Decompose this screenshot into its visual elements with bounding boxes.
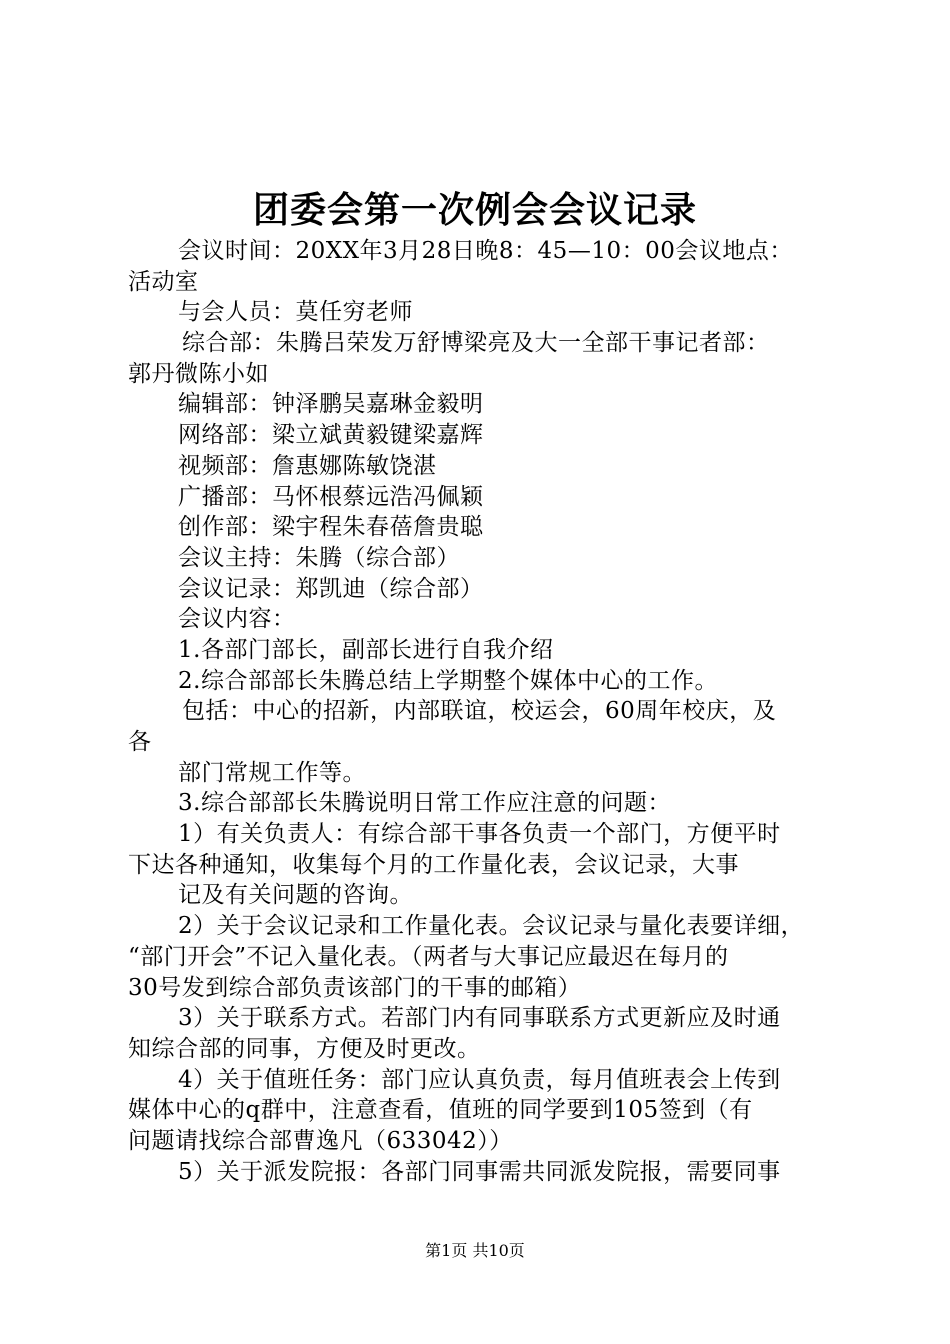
sub-item-2-cont: “部门开会”不记入量化表。（两者与大事记应最迟在每月的 (128, 943, 729, 970)
dept-reporter-line: 郭丹微陈小如 (128, 360, 269, 387)
sub-item-4-end: 问题请找综合部曹逸凡（633042）） (128, 1127, 513, 1154)
sub-item-2-end: 30号发到综合部负责该部门的干事的邮箱） (128, 974, 582, 1001)
sub-item-5: 5）关于派发院报：各部门同事需共同派发院报，需要同事 (178, 1158, 781, 1185)
document-title: 团委会第一次例会会议记录 (252, 189, 697, 231)
dept-broadcast-line: 广播部：马怀根蔡远浩冯佩颖 (178, 483, 484, 510)
content-item-2-detail-cont: 各 (128, 729, 152, 755)
sub-item-3-cont: 知综合部的同事，方便及时更改。 (128, 1035, 481, 1062)
content-item-2-detail-end: 部门常规工作等。 (178, 759, 366, 786)
dept-general-line: 综合部：朱腾吕荣发万舒博梁亮及大一全部干事记者部： (182, 330, 770, 357)
dept-editing-line: 编辑部：钟泽鹏吴嘉琳金毅明 (178, 391, 484, 418)
dept-creative-line: 创作部：梁宇程朱春蓓詹贵聪 (178, 514, 484, 541)
content-item-3: 3.综合部部长朱腾说明日常工作应注意的问题： (178, 790, 671, 817)
content-item-1: 1.各部门部长，副部长进行自我介绍 (178, 636, 554, 663)
meeting-recorder-line: 会议记录：郑凯迪（综合部） (178, 575, 484, 602)
content-item-2-detail: 包括：中心的招新，内部联谊，校运会，60周年校庆，及 (182, 698, 777, 725)
sub-item-1-end: 记及有关问题的咨询。 (178, 882, 413, 909)
meeting-location-line: 活动室 (128, 268, 199, 295)
sub-item-2: 2）关于会议记录和工作量化表。会议记录与量化表要详细， (178, 913, 805, 940)
page-footer: 第1页 共10页 (425, 1241, 525, 1260)
sub-item-1-cont: 下达各种通知，收集每个月的工作量化表，会议记录，大事 (128, 851, 739, 878)
document-body (128, 236, 838, 1187)
meeting-time-line: 会议时间：20XX年3月28日晚8：45—10：00会议地点： (178, 238, 793, 264)
meeting-content-heading: 会议内容： (178, 606, 296, 633)
meeting-host-line: 会议主持：朱腾（综合部） (178, 544, 460, 571)
dept-network-line: 网络部：梁立斌黄毅键梁嘉辉 (178, 422, 484, 449)
attendees-line: 与会人员：莫任穷老师 (178, 299, 413, 326)
content-item-2: 2.综合部部长朱腾总结上学期整个媒体中心的工作。 (178, 667, 718, 694)
dept-video-line: 视频部：詹惠娜陈敏饶湛 (178, 452, 437, 479)
sub-item-4: 4）关于值班任务：部门应认真负责，每月值班表会上传到 (178, 1066, 781, 1093)
sub-item-3: 3）关于联系方式。若部门内有同事联系方式更新应及时通 (178, 1005, 781, 1032)
sub-item-4-cont: 媒体中心的q群中，注意查看，值班的同学要到105签到（有 (128, 1097, 753, 1124)
sub-item-1: 1）有关负责人：有综合部干事各负责一个部门，方便平时 (178, 821, 781, 848)
